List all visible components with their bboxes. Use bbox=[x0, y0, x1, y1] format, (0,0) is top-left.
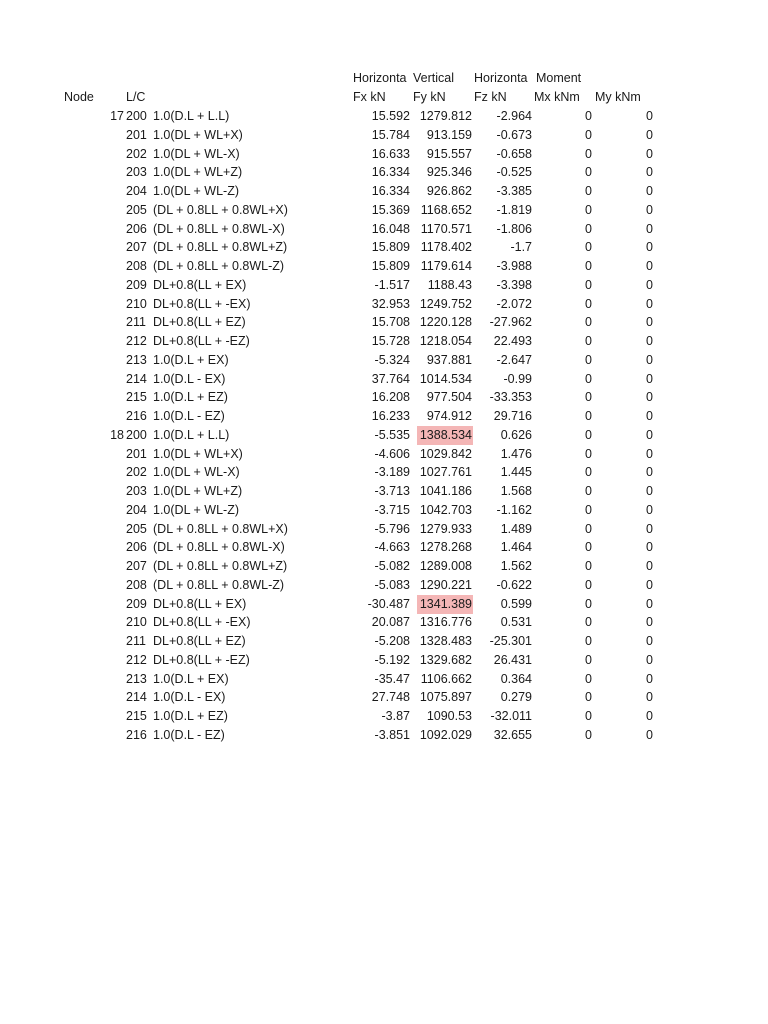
cell-fx: 16.334 bbox=[371, 184, 410, 198]
cell-fx: 15.728 bbox=[371, 334, 410, 348]
cell-fx: 16.633 bbox=[371, 146, 410, 161]
cell-desc: 1.0(DL + WL-Z) bbox=[153, 184, 240, 198]
cell-my: 0 bbox=[646, 671, 653, 686]
cell-fy: 1279.933 bbox=[419, 521, 472, 536]
cell-lc: 210 bbox=[126, 615, 147, 630]
table-row bbox=[0, 407, 768, 426]
cell-mx: 0 bbox=[585, 671, 592, 686]
cell-fy: 1090.53 bbox=[426, 709, 472, 723]
table-row bbox=[0, 126, 768, 145]
cell-lc: 206 bbox=[126, 221, 147, 236]
cell-fx: -3.87 bbox=[381, 709, 410, 723]
cell-fx: -5.208 bbox=[374, 634, 410, 648]
cell-lc: 216 bbox=[126, 727, 147, 742]
cell-mx: 0 bbox=[585, 221, 592, 236]
header-fy: Fy kN bbox=[413, 90, 446, 104]
cell-lc: 202 bbox=[126, 465, 147, 480]
cell-fx: 15.809 bbox=[371, 240, 410, 255]
cell-my: 0 bbox=[646, 315, 653, 330]
cell-desc: 1.0(D.L + EZ) bbox=[153, 709, 228, 723]
cell-lc: 206 bbox=[126, 540, 147, 555]
cell-mx: 0 bbox=[585, 165, 592, 180]
cell-my: 0 bbox=[646, 352, 653, 367]
cell-fx: -5.796 bbox=[374, 521, 410, 536]
cell-desc: (DL + 0.8LL + 0.8WL+X) bbox=[153, 202, 288, 217]
cell-desc: DL+0.8(LL + -EX) bbox=[153, 296, 251, 311]
cell-fz: -0.658 bbox=[496, 146, 532, 161]
cell-fx: -5.535 bbox=[374, 427, 410, 442]
cell-fx: 16.334 bbox=[371, 165, 410, 180]
header-mx-category: Moment bbox=[536, 71, 582, 85]
cell-fz: 1.489 bbox=[500, 521, 532, 536]
cell-mx: 0 bbox=[585, 484, 592, 498]
cell-fx: -3.713 bbox=[374, 484, 410, 498]
cell-mx: 0 bbox=[585, 277, 592, 292]
cell-desc: DL+0.8(LL + EX) bbox=[153, 596, 247, 611]
cell-desc: 1.0(D.L + EZ) bbox=[153, 390, 228, 405]
cell-fz: 26.431 bbox=[493, 652, 532, 667]
cell-my: 0 bbox=[646, 109, 653, 123]
cell-my: 0 bbox=[646, 634, 653, 648]
cell-lc: 216 bbox=[126, 409, 147, 423]
table-row bbox=[0, 613, 768, 632]
cell-mx: 0 bbox=[585, 652, 592, 667]
cell-fz: 0.626 bbox=[500, 427, 532, 442]
cell-lc: 213 bbox=[126, 352, 147, 367]
cell-fx: 16.233 bbox=[371, 409, 410, 423]
cell-fy: 1179.614 bbox=[420, 259, 472, 273]
cell-fx: 15.592 bbox=[371, 109, 410, 123]
cell-fx: 37.764 bbox=[371, 371, 410, 386]
cell-fx: -5.192 bbox=[374, 652, 410, 667]
cell-fz: -33.353 bbox=[489, 390, 532, 405]
cell-lc: 211 bbox=[126, 634, 146, 648]
cell-mx: 0 bbox=[585, 634, 592, 648]
cell-mx: 0 bbox=[585, 690, 592, 705]
table-row bbox=[0, 632, 768, 651]
cell-lc: 205 bbox=[126, 521, 147, 536]
cell-my: 0 bbox=[646, 465, 653, 480]
cell-my: 0 bbox=[646, 652, 653, 667]
cell-mx: 0 bbox=[585, 259, 592, 273]
cell-my: 0 bbox=[646, 184, 653, 198]
cell-my: 0 bbox=[646, 559, 653, 573]
cell-desc: 1.0(DL + WL+X) bbox=[153, 446, 243, 461]
cell-my: 0 bbox=[646, 427, 653, 442]
cell-fy: 1329.682 bbox=[419, 652, 472, 667]
table-row bbox=[0, 482, 768, 501]
header-lc: L/C bbox=[126, 90, 146, 104]
header-fz: Fz kN bbox=[474, 90, 507, 104]
cell-mx: 0 bbox=[585, 352, 592, 367]
cell-fx: 15.784 bbox=[371, 127, 410, 142]
cell-fy: 1278.268 bbox=[419, 540, 472, 555]
table-row bbox=[0, 557, 768, 576]
cell-mx: 0 bbox=[585, 296, 592, 311]
cell-fz: -25.301 bbox=[489, 634, 532, 648]
table-row bbox=[0, 313, 768, 332]
cell-fz: 29.716 bbox=[493, 409, 532, 423]
cell-mx: 0 bbox=[585, 371, 592, 386]
cell-my: 0 bbox=[646, 221, 653, 236]
cell-fx: -4.606 bbox=[374, 446, 410, 461]
cell-mx: 0 bbox=[585, 315, 592, 330]
cell-mx: 0 bbox=[585, 727, 592, 742]
cell-fy: 926.862 bbox=[426, 184, 472, 198]
cell-fy: 925.346 bbox=[426, 165, 472, 180]
cell-mx: 0 bbox=[585, 109, 592, 123]
cell-mx: 0 bbox=[585, 127, 592, 142]
cell-lc: 213 bbox=[126, 671, 147, 686]
cell-desc: DL+0.8(LL + -EZ) bbox=[153, 334, 250, 348]
cell-fx: -5.082 bbox=[374, 559, 410, 573]
cell-lc: 208 bbox=[126, 577, 147, 592]
table-row bbox=[0, 426, 768, 445]
table-row bbox=[0, 463, 768, 482]
cell-lc: 215 bbox=[126, 390, 147, 405]
cell-mx: 0 bbox=[585, 334, 592, 348]
cell-fx: -4.663 bbox=[374, 540, 410, 555]
cell-lc: 211 bbox=[126, 315, 146, 330]
cell-desc: (DL + 0.8LL + 0.8WL-X) bbox=[153, 540, 285, 555]
cell-my: 0 bbox=[646, 521, 653, 536]
cell-fz: -1.806 bbox=[496, 221, 532, 236]
cell-fz: 0.364 bbox=[500, 671, 532, 686]
table-row bbox=[0, 688, 768, 707]
cell-fx: -35.47 bbox=[374, 671, 410, 686]
table-row bbox=[0, 145, 768, 164]
cell-mx: 0 bbox=[585, 596, 592, 611]
cell-lc: 204 bbox=[126, 184, 147, 198]
table-row bbox=[0, 538, 768, 557]
cell-fz: 1.562 bbox=[500, 559, 532, 573]
cell-lc: 203 bbox=[126, 484, 147, 498]
cell-fz: -32.011 bbox=[490, 709, 532, 723]
cell-my: 0 bbox=[646, 502, 653, 517]
cell-mx: 0 bbox=[585, 409, 592, 423]
cell-desc: DL+0.8(LL + -EX) bbox=[153, 615, 251, 630]
cell-fx: -3.715 bbox=[374, 502, 410, 517]
table-row bbox=[0, 726, 768, 745]
cell-fy: 1092.029 bbox=[419, 727, 472, 742]
cell-lc: 205 bbox=[126, 202, 147, 217]
cell-node: 17 bbox=[110, 109, 124, 123]
cell-my: 0 bbox=[646, 409, 653, 423]
cell-fy: 1029.842 bbox=[419, 446, 472, 461]
cell-fx: -5.324 bbox=[374, 352, 410, 367]
cell-desc: 1.0(D.L - EZ) bbox=[153, 727, 225, 742]
cell-fz: 1.476 bbox=[500, 446, 532, 461]
cell-desc: DL+0.8(LL + EZ) bbox=[153, 634, 246, 648]
cell-my: 0 bbox=[646, 446, 653, 461]
cell-fy: 1279.812 bbox=[419, 109, 472, 123]
cell-desc: 1.0(DL + WL-X) bbox=[153, 465, 240, 480]
cell-lc: 203 bbox=[126, 165, 147, 180]
cell-lc: 207 bbox=[126, 240, 147, 255]
cell-mx: 0 bbox=[585, 540, 592, 555]
cell-fy: 1168.652 bbox=[420, 202, 472, 217]
cell-mx: 0 bbox=[585, 427, 592, 442]
cell-lc: 215 bbox=[126, 709, 147, 723]
cell-fy: 1170.571 bbox=[420, 221, 472, 236]
cell-fz: 22.493 bbox=[493, 334, 532, 348]
header-fz-category: Horizonta bbox=[474, 71, 528, 85]
cell-fy: 1041.186 bbox=[419, 484, 472, 498]
cell-fy: 1290.221 bbox=[419, 577, 472, 592]
cell-fz: 1.568 bbox=[500, 484, 532, 498]
cell-lc: 212 bbox=[126, 652, 147, 667]
header-my: My kNm bbox=[595, 90, 641, 104]
table-row bbox=[0, 182, 768, 201]
cell-my: 0 bbox=[646, 371, 653, 386]
table-row bbox=[0, 651, 768, 670]
cell-fz: 0.531 bbox=[500, 615, 532, 630]
cell-desc: 1.0(D.L + EX) bbox=[153, 671, 229, 686]
table-row bbox=[0, 107, 768, 126]
cell-mx: 0 bbox=[585, 577, 592, 592]
cell-fy: 977.504 bbox=[426, 390, 472, 405]
cell-fy: 1249.752 bbox=[419, 296, 472, 311]
header-mx: Mx kNm bbox=[534, 90, 580, 104]
cell-fy: 1014.534 bbox=[419, 371, 472, 386]
cell-desc: 1.0(DL + WL-X) bbox=[153, 146, 240, 161]
cell-fz: -0.525 bbox=[496, 165, 532, 180]
cell-fz: 0.599 bbox=[500, 596, 532, 611]
cell-lc: 212 bbox=[126, 334, 147, 348]
cell-fy: 1220.128 bbox=[419, 315, 472, 330]
cell-desc: DL+0.8(LL + EZ) bbox=[153, 315, 246, 330]
cell-desc: (DL + 0.8LL + 0.8WL-Z) bbox=[153, 259, 285, 273]
cell-mx: 0 bbox=[585, 521, 592, 536]
cell-lc: 201 bbox=[126, 446, 147, 461]
cell-mx: 0 bbox=[585, 202, 592, 217]
cell-fz: -1.162 bbox=[496, 502, 532, 517]
cell-desc: (DL + 0.8LL + 0.8WL-X) bbox=[153, 221, 285, 236]
cell-fy-highlighted: 1388.534 bbox=[417, 426, 473, 445]
cell-fz: -2.964 bbox=[496, 109, 532, 123]
cell-my: 0 bbox=[646, 390, 653, 405]
cell-desc: 1.0(D.L + EX) bbox=[153, 352, 229, 367]
cell-my: 0 bbox=[646, 690, 653, 705]
cell-my: 0 bbox=[646, 202, 653, 217]
cell-node: 18 bbox=[110, 427, 124, 442]
cell-lc: 202 bbox=[126, 146, 147, 161]
cell-fx: 15.809 bbox=[371, 259, 410, 273]
cell-fy: 1042.703 bbox=[419, 502, 472, 517]
cell-my: 0 bbox=[646, 596, 653, 611]
cell-fy: 1316.776 bbox=[419, 615, 472, 630]
cell-lc: 200 bbox=[126, 427, 147, 442]
cell-fx: 15.708 bbox=[371, 315, 410, 330]
cell-fz: -1.819 bbox=[496, 202, 532, 217]
cell-fz: -0.673 bbox=[496, 127, 532, 142]
cell-lc: 208 bbox=[126, 259, 147, 273]
table-row bbox=[0, 370, 768, 389]
cell-lc: 204 bbox=[126, 502, 147, 517]
cell-desc: DL+0.8(LL + EX) bbox=[153, 277, 247, 292]
table-row bbox=[0, 576, 768, 595]
cell-lc: 209 bbox=[126, 277, 147, 292]
header-node: Node bbox=[64, 90, 94, 104]
cell-fy: 1075.897 bbox=[419, 690, 472, 705]
cell-fy: 1027.761 bbox=[419, 465, 472, 480]
cell-fx: -3.189 bbox=[374, 465, 410, 480]
cell-fy: 1178.402 bbox=[420, 240, 472, 255]
cell-fy: 1328.483 bbox=[419, 634, 472, 648]
cell-fx: 16.048 bbox=[371, 221, 410, 236]
cell-my: 0 bbox=[646, 240, 653, 255]
cell-desc: DL+0.8(LL + -EZ) bbox=[153, 652, 250, 667]
cell-mx: 0 bbox=[585, 390, 592, 405]
cell-my: 0 bbox=[646, 334, 653, 348]
cell-fz: -27.962 bbox=[489, 315, 532, 330]
cell-fy: 937.881 bbox=[426, 352, 472, 367]
cell-my: 0 bbox=[646, 577, 653, 592]
header-fx-category: Horizonta bbox=[353, 71, 407, 85]
cell-fz: -0.622 bbox=[496, 577, 532, 592]
cell-mx: 0 bbox=[585, 446, 592, 461]
cell-mx: 0 bbox=[585, 146, 592, 161]
cell-desc: (DL + 0.8LL + 0.8WL-Z) bbox=[153, 577, 285, 592]
cell-desc: (DL + 0.8LL + 0.8WL+Z) bbox=[153, 559, 288, 573]
cell-my: 0 bbox=[646, 484, 653, 498]
cell-my: 0 bbox=[646, 146, 653, 161]
table-row bbox=[0, 388, 768, 407]
table-row bbox=[0, 238, 768, 257]
table-row bbox=[0, 220, 768, 239]
cell-desc: 1.0(D.L - EZ) bbox=[153, 409, 225, 423]
cell-lc: 207 bbox=[126, 559, 147, 573]
cell-fx: -5.083 bbox=[374, 577, 410, 592]
cell-desc: 1.0(DL + WL+Z) bbox=[153, 484, 243, 498]
cell-my: 0 bbox=[646, 727, 653, 742]
table-row bbox=[0, 595, 768, 614]
cell-fx: -1.517 bbox=[374, 277, 410, 292]
cell-fx: 16.208 bbox=[371, 390, 410, 405]
cell-fz: 32.655 bbox=[493, 727, 532, 742]
cell-lc: 214 bbox=[126, 690, 147, 705]
cell-lc: 214 bbox=[126, 371, 147, 386]
cell-desc: 1.0(DL + WL-Z) bbox=[153, 502, 240, 517]
cell-lc: 210 bbox=[126, 296, 147, 311]
table-row bbox=[0, 257, 768, 276]
cell-lc: 209 bbox=[126, 596, 147, 611]
cell-fy: 1289.008 bbox=[419, 559, 472, 573]
cell-my: 0 bbox=[646, 709, 653, 723]
cell-fz: 1.445 bbox=[500, 465, 532, 480]
cell-mx: 0 bbox=[585, 240, 592, 255]
table-row bbox=[0, 445, 768, 464]
cell-desc: 1.0(D.L - EX) bbox=[153, 371, 226, 386]
cell-fx: 20.087 bbox=[371, 615, 410, 630]
cell-fz: -3.988 bbox=[496, 259, 532, 273]
cell-fz: -2.647 bbox=[496, 352, 532, 367]
cell-fx: 27.748 bbox=[371, 690, 410, 705]
cell-mx: 0 bbox=[585, 615, 592, 630]
cell-fz: -3.385 bbox=[496, 184, 532, 198]
table-row bbox=[0, 163, 768, 182]
cell-desc: 1.0(D.L + L.L) bbox=[153, 427, 230, 442]
table-row bbox=[0, 501, 768, 520]
cell-mx: 0 bbox=[585, 184, 592, 198]
cell-desc: (DL + 0.8LL + 0.8WL+Z) bbox=[153, 240, 288, 255]
cell-desc: (DL + 0.8LL + 0.8WL+X) bbox=[153, 521, 288, 536]
table-row bbox=[0, 707, 768, 726]
cell-fz: -1.7 bbox=[510, 240, 532, 255]
cell-my: 0 bbox=[646, 615, 653, 630]
cell-fy: 1188.43 bbox=[427, 277, 472, 292]
cell-my: 0 bbox=[646, 165, 653, 180]
cell-my: 0 bbox=[646, 540, 653, 555]
cell-fy: 974.912 bbox=[426, 409, 472, 423]
cell-fy: 1106.662 bbox=[420, 671, 472, 686]
cell-mx: 0 bbox=[585, 559, 592, 573]
table-row bbox=[0, 201, 768, 220]
cell-desc: 1.0(DL + WL+Z) bbox=[153, 165, 243, 180]
cell-fy: 915.557 bbox=[426, 146, 472, 161]
table-row bbox=[0, 332, 768, 351]
header-fx: Fx kN bbox=[353, 90, 386, 104]
cell-fz: -0.99 bbox=[503, 371, 532, 386]
cell-fx: -3.851 bbox=[374, 727, 410, 742]
cell-desc: 1.0(D.L + L.L) bbox=[153, 109, 230, 123]
table-row bbox=[0, 520, 768, 539]
table-row bbox=[0, 670, 768, 689]
cell-my: 0 bbox=[646, 277, 653, 292]
table-row bbox=[0, 295, 768, 314]
cell-fz: -2.072 bbox=[496, 296, 532, 311]
cell-mx: 0 bbox=[585, 709, 592, 723]
cell-fy-highlighted: 1341.389 bbox=[417, 595, 473, 614]
cell-lc: 200 bbox=[126, 109, 147, 123]
cell-fx: -30.487 bbox=[367, 596, 410, 611]
cell-desc: 1.0(D.L - EX) bbox=[153, 690, 226, 705]
cell-fz: 1.464 bbox=[500, 540, 532, 555]
cell-my: 0 bbox=[646, 127, 653, 142]
table-row bbox=[0, 276, 768, 295]
cell-fy: 913.159 bbox=[426, 127, 472, 142]
cell-desc: 1.0(DL + WL+X) bbox=[153, 127, 243, 142]
cell-my: 0 bbox=[646, 259, 653, 273]
header-fy-category: Vertical bbox=[413, 71, 454, 85]
cell-fz: 0.279 bbox=[500, 690, 532, 705]
table-row bbox=[0, 351, 768, 370]
cell-lc: 201 bbox=[126, 127, 147, 142]
cell-fx: 32.953 bbox=[371, 296, 410, 311]
cell-fz: -3.398 bbox=[496, 277, 532, 292]
cell-fy: 1218.054 bbox=[419, 334, 472, 348]
cell-fx: 15.369 bbox=[371, 202, 410, 217]
cell-my: 0 bbox=[646, 296, 653, 311]
cell-mx: 0 bbox=[585, 465, 592, 480]
cell-mx: 0 bbox=[585, 502, 592, 517]
